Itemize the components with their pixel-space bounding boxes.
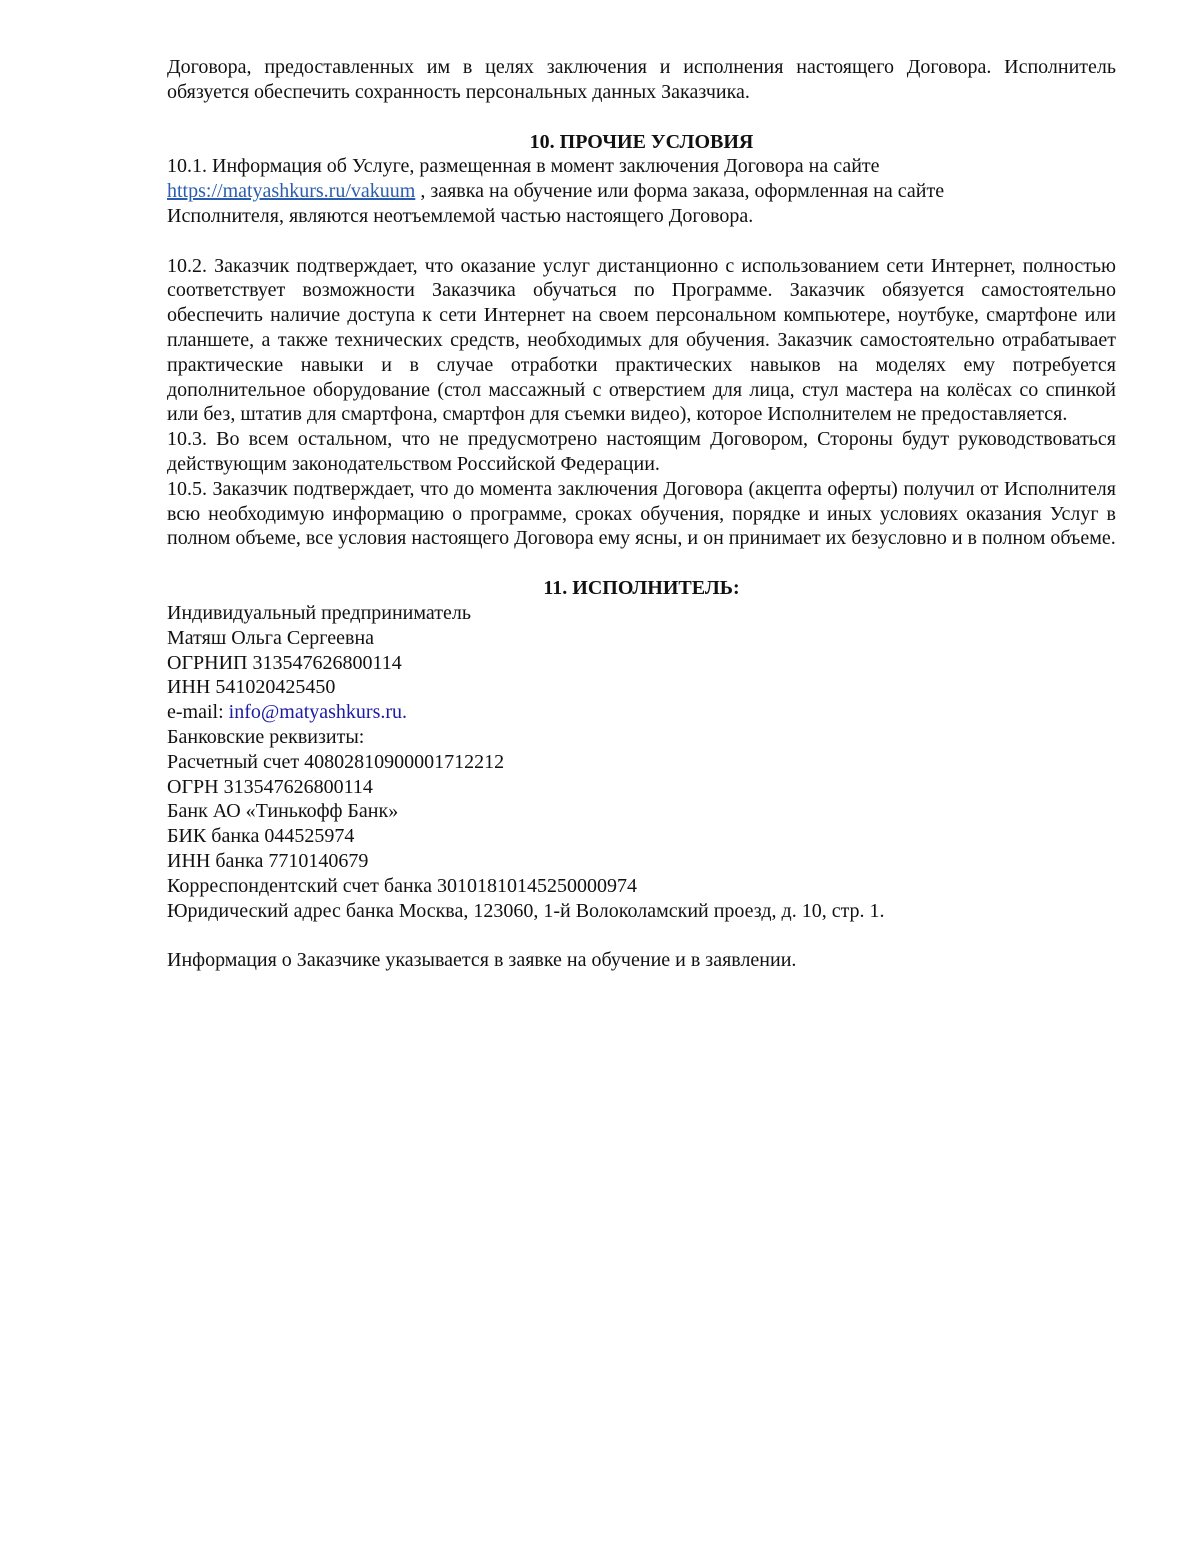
entity-type: Индивидуальный предприниматель [167, 601, 471, 624]
contractor-details [167, 601, 1116, 923]
site-link[interactable]: https://matyashkurs.ru/vakuum [167, 180, 416, 203]
clause-10-1 [167, 154, 1116, 228]
section-10-heading: 10. ПРОЧИЕ УСЛОВИЯ [529, 130, 754, 153]
ogrn: ОГРН 313547626800114 [167, 775, 373, 798]
document-page [167, 55, 1116, 973]
bank-address: Юридический адрес банка Москва, 123060, 1-й Волоколамский проезд, д. 10, стр. 1. [167, 899, 885, 922]
contractor-name: Матяш Ольга Сергеевна [167, 626, 375, 649]
intro-paragraph: Договора, предоставленных им в целях заключения и исполнения настоящего Договора. Исполнитель обязуется обеспечить сохранность персональных данных Заказчика. [167, 56, 1116, 103]
bank-details-label: Банковские реквизиты: [167, 725, 365, 748]
section-11-heading: 11. ИСПОЛНИТЕЛЬ: [543, 577, 740, 600]
email-line [167, 700, 1116, 725]
clause-10-1-suffix: , заявка на обучение или форма заказа, оформленная на сайте [415, 180, 945, 203]
clause-10-1-line2 [167, 179, 1116, 204]
email-link[interactable]: info@matyashkurs.ru. [228, 701, 408, 724]
footer-note: Информация о Заказчике указывается в заявке на обучение и в заявлении. [167, 949, 797, 972]
spacer [167, 923, 1116, 948]
clause-10-3: 10.3. Во всем остальном, что не предусмотрено настоящим Договором, Стороны будут руководствоваться действующим законодательством Российской Федерации. [167, 428, 1116, 475]
bank-inn: ИНН банка 7710140679 [167, 849, 369, 872]
spacer [167, 229, 1116, 254]
inn: ИНН 541020425450 [167, 676, 336, 699]
clause-10-1-line1: 10.1. Информация об Услуге, размещенная в момент заключения Договора на сайте [167, 155, 880, 178]
bank-name: Банк АО «Тинькофф Банк» [167, 800, 399, 823]
email-label: e-mail: [167, 701, 229, 724]
clause-10-1-line3: Исполнителя, являются неотъемлемой частью настоящего Договора. [167, 204, 754, 227]
corr-account: Корреспондентский счет банка 30101810145250000974 [167, 874, 637, 897]
clause-10-2: 10.2. Заказчик подтверждает, что оказание услуг дистанционно с использованием сети Интернет, полностью соответствует возможности Заказчика обучаться по Программе. Заказчик обязуется самостоятельно обеспечить наличие доступа к сети Интернет на своем персональном компьютере, ноутбуке, смартфоне или планшете, а также технических средств, необходимых для обучения. Заказчик самостоятельно отрабатывает практические навыки и в случае отработки практических навыков на моделях ему потребуется дополнительное оборудование (стол массажный с отверстием для лица, стул мастера на колёсах со спинкой или без, штатив для смартфона, смартфон для съемки видео), которое Исполнителем не предоставляется. [167, 254, 1116, 426]
account-number: Расчетный счет 40802810900001712212 [167, 750, 505, 773]
ogrnip: ОГРНИП 313547626800114 [167, 651, 402, 674]
bank-bik: БИК банка 044525974 [167, 825, 355, 848]
clause-10-5: 10.5. Заказчик подтверждает, что до момента заключения Договора (акцепта оферты) получил от Исполнителя всю необходимую информацию о программе, сроках обучения, порядке и иных условиях оказания Услуг в полном объеме, все условия настоящего Договора ему ясны, и он принимает их безусловно и в полном объеме. [167, 477, 1116, 550]
